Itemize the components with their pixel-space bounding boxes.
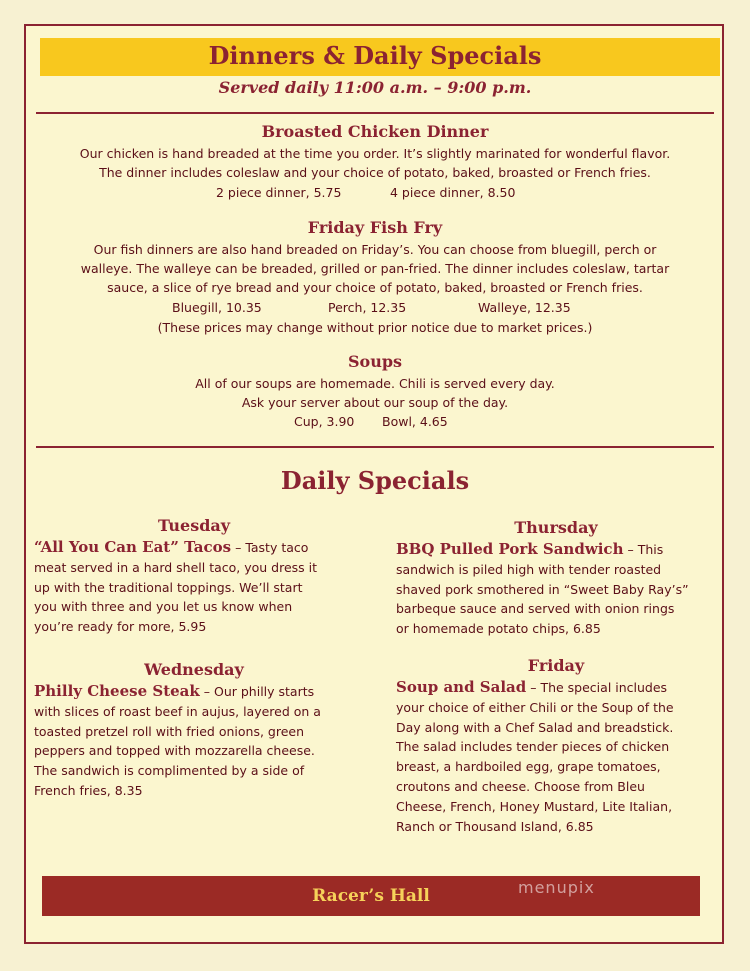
fish-desc-line: walleye. The walleye can be breaded, grilled or pan-fried. The dinner includes coleslaw, tartar <box>80 261 670 276</box>
special-name: “All You Can Eat” Tacos <box>34 538 232 556</box>
price-item: Cup, 3.90 <box>294 414 355 429</box>
divider <box>36 446 714 448</box>
broasted-desc-line: The dinner includes coleslaw and your choice of potato, baked, broasted or French fries. <box>99 165 651 180</box>
serving-hours: Served daily 11:00 a.m. – 9:00 p.m. <box>218 78 532 97</box>
special-thursday: BBQ Pulled Pork Sandwich – This sandwich is piled high with tender roasted shaved pork smothered in “Sweet Baby Ray’s” barbeque sauce and served with onion rings or homemade potato chips, 6.85 <box>396 540 689 637</box>
broasted-chicken-title: Broasted Chicken Dinner <box>261 122 489 141</box>
soups-desc-line: All of our soups are homemade. Chili is served every day. <box>195 376 555 391</box>
soups-desc-line: Ask your server about our soup of the day. <box>241 395 509 410</box>
day-heading-wednesday: Wednesday <box>144 660 244 679</box>
price-item: Bluegill, 10.35 <box>172 300 262 315</box>
fish-price-note: (These prices may change without prior notice due to market prices.) <box>157 320 593 335</box>
price-item: 4 piece dinner, 8.50 <box>390 185 516 200</box>
special-friday: Soup and Salad – The special includes your choice of either Chili or the Soup of the Day along with a Chef Salad and breadstick. The salad includes tender pieces of chicken breast, a hardboiled egg, grape tomatoes, croutons and cheese. Choose from Bleu Cheese, French, Honey Mustard, Lite Italian, Ranch or Thousand Island, 6.85 <box>396 678 674 834</box>
footer-title: Racer’s Hall <box>312 886 430 906</box>
soups-title: Soups <box>347 352 403 371</box>
menu-page <box>24 24 724 944</box>
price-item: Bowl, 4.65 <box>382 414 448 429</box>
price-item: 2 piece dinner, 5.75 <box>216 185 342 200</box>
price-item: Perch, 12.35 <box>328 300 407 315</box>
day-heading-friday: Friday <box>527 656 585 675</box>
daily-specials-title: Daily Specials <box>280 466 470 495</box>
fish-fry-title: Friday Fish Fry <box>307 218 443 237</box>
watermark: menupix <box>518 878 595 897</box>
special-name: Philly Cheese Steak <box>34 682 200 700</box>
divider <box>36 112 714 114</box>
page-title: Dinners & Daily Specials <box>208 41 542 70</box>
special-tuesday: “All You Can Eat” Tacos – Tasty taco meat served in a hard shell taco, you dress it up with the traditional toppings. We’ll start you with three and you let us know when you’re ready for more, 5.95 <box>34 538 318 635</box>
day-heading-thursday: Thursday <box>514 518 598 537</box>
price-item: Walleye, 12.35 <box>478 300 571 315</box>
special-name: Soup and Salad <box>396 678 527 696</box>
day-heading-tuesday: Tuesday <box>157 516 231 535</box>
special-wednesday: Philly Cheese Steak – Our philly starts with slices of roast beef in aujus, layered on a toasted pretzel roll with fried onions, green peppers and topped with mozzarella cheese. The sandwich is complimented by a side of French fries, 8.35 <box>34 682 321 798</box>
fish-desc-line: sauce, a slice of rye bread and your choice of potato, baked, broasted or French fries. <box>107 280 643 295</box>
broasted-desc-line: Our chicken is hand breaded at the time you order. It’s slightly marinated for wonderful flavor. <box>79 146 671 161</box>
fish-desc-line: Our fish dinners are also hand breaded on Friday’s. You can choose from bluegill, perch or <box>93 242 657 257</box>
special-name: BBQ Pulled Pork Sandwich <box>396 540 624 558</box>
